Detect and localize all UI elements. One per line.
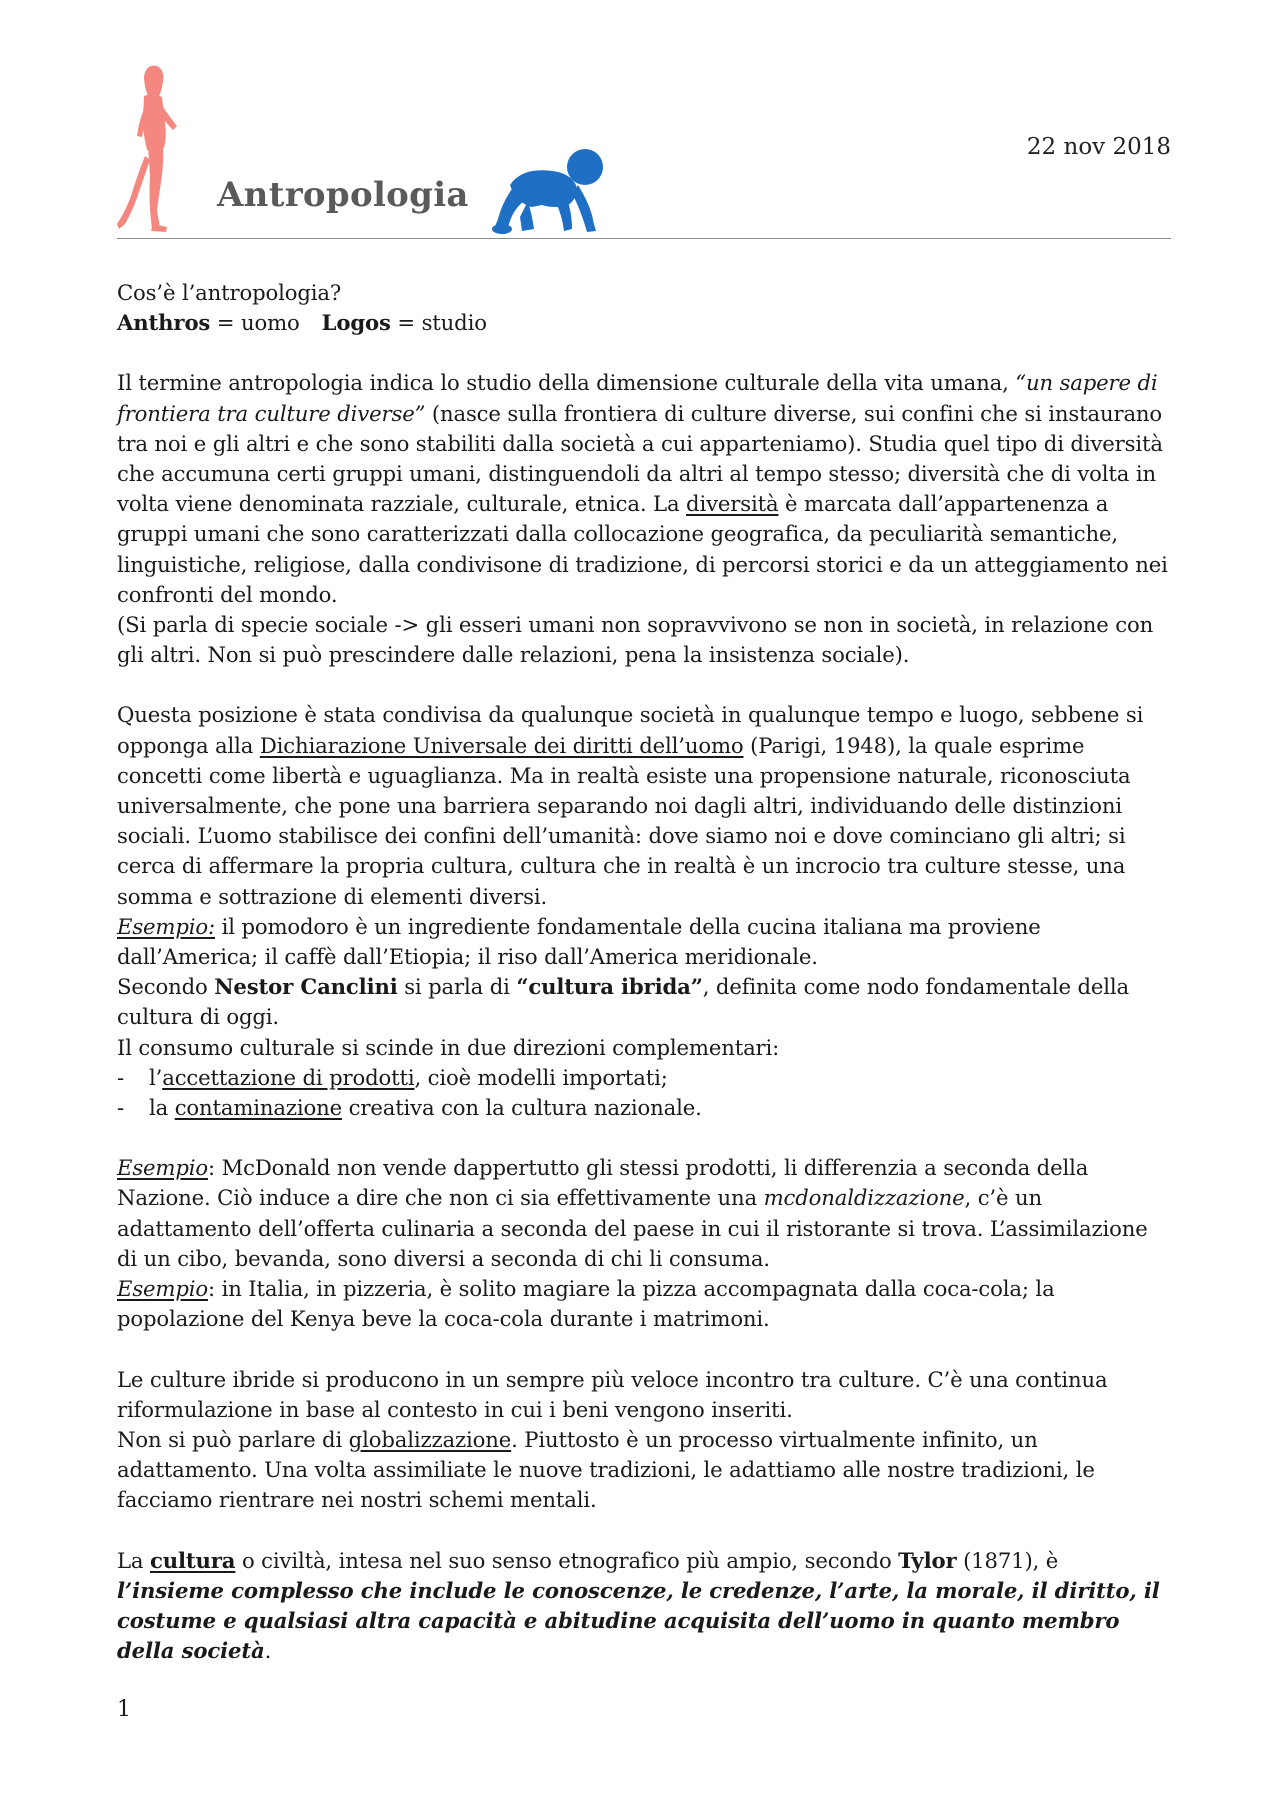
text: (1871), è	[956, 1547, 1059, 1573]
term-cultura: cultura	[150, 1547, 236, 1573]
paragraph-gap	[117, 338, 1171, 368]
text: La	[117, 1547, 150, 1573]
text: Non si può parlare di	[117, 1426, 349, 1452]
text: , c’è un adattamento dell’offerta culinaria a seconda del paese in cui il ristorante si trova. L’assimilazione di un cibo, bevanda, sono diversi a seconda di chi li consuma.	[117, 1185, 1148, 1271]
text: , definita come nodo fondamentale della cultura di oggi.	[117, 974, 1130, 1030]
text: o civiltà, intesa nel suo senso etnografico più ampio, secondo	[235, 1547, 899, 1573]
term-globalizzazione: globalizzazione	[348, 1426, 512, 1452]
example-coca-cola	[117, 1274, 1171, 1334]
paragraph-gap	[117, 1123, 1171, 1153]
text: : in Italia, in pizzeria, è solito magiare la pizza accompagnata dalla coca-cola; la popolazione del Kenya beve la coca-cola durante i matrimoni.	[117, 1276, 1055, 1332]
author-canclini: Nestor Canclini	[214, 974, 398, 1000]
paragraph-gap	[117, 670, 1171, 700]
list-dash: -	[117, 1095, 125, 1121]
walking-woman-icon	[117, 64, 195, 234]
paragraph-position	[117, 700, 1171, 911]
text: . Piuttosto è un processo virtualmente infinito, un adattamento. Una volta assimiliate le nuove tradizioni, le adattiamo alle nostre tradizioni, le facciamo rientrare nei nostri schemi mentali.	[117, 1426, 1095, 1513]
term-diversita: diversità	[686, 491, 779, 517]
example-label: Esempio:	[117, 913, 216, 939]
crawling-baby-icon	[492, 145, 607, 235]
text: la	[149, 1095, 175, 1121]
term-dichiarazione: Dichiarazione Universale dei diritti dell’uomo	[259, 732, 744, 758]
example-mcdonald	[117, 1153, 1171, 1274]
term-mcdonaldizzazione: mcdonaldizzazione	[763, 1185, 965, 1211]
list-dash: -	[117, 1064, 125, 1090]
header-divider	[117, 238, 1171, 239]
text: , cioè modelli importati;	[414, 1064, 668, 1090]
etymology-line	[117, 308, 1171, 338]
text: il pomodoro è un ingrediente fondamentale della cucina italiana ma proviene	[215, 913, 1041, 939]
term-cultura-ibrida: “cultura ibrida”	[516, 974, 703, 1000]
date: 22 nov 2018	[1026, 134, 1171, 160]
paragraph-gap	[117, 1516, 1171, 1546]
example-pomodoro-continued: dall’America; il caffè dall’Etiopia; il riso dall’America meridionale.	[117, 944, 818, 970]
text: (nasce sulla frontiera di culture diverse, sui confini che si instaurano tra noi e gli altri e che sono stabiliti dalla società a cui apparteniamo). Studia quel tipo di diversità che accumuna certi gruppi umani, distinguendoli da altri al tempo stesso; diversità che di volta in volta viene denominata razziale, culturale, etnica. La	[117, 400, 1163, 517]
term-anthros: Anthros	[117, 310, 211, 336]
meaning-uomo: = uomo	[210, 310, 300, 336]
paragraph-social-species: (Si parla di specie sociale -> gli esseri umani non sopravvivono se non in società, in relazione con gli altri. Non si può prescindere dalle relazioni, pena la insistenza sociale).	[117, 612, 1154, 668]
meaning-studio: = studio	[390, 310, 487, 336]
text: Questa posizione è stata condivisa da qualunque società in qualunque tempo e luogo, sebbene si opponga alla	[117, 702, 1144, 758]
term-contaminazione: contaminazione	[174, 1095, 343, 1121]
text: (Parigi, 1948), la quale esprime concetti come libertà e uguaglianza. Ma in realtà esiste una propensione naturale, riconosciuta universalmente, che pone una barriera separando noi dagli altri, individuando delle distinzioni sociali. L’uomo stabilisce dei confini dell’umanità: dove siamo noi e dove cominciano gli altri; si cerca di affermare la propria cultura, cultura che in realtà è un incrocio tra culture stesse, una somma e sottrazione di elementi diversi.	[117, 732, 1131, 909]
text: l’	[149, 1064, 163, 1090]
paragraph-globalizzazione	[117, 1425, 1171, 1516]
text: Secondo	[117, 974, 215, 1000]
paragraph-gap	[117, 1335, 1171, 1365]
intro-question: Cos’è l’antropologia?	[117, 280, 342, 305]
paragraph-consumo: Il consumo culturale si scinde in due direzioni complementari:	[117, 1034, 780, 1060]
text: : McDonald non vende dappertutto gli stessi prodotti, li differenzia a seconda della Nazione. Ciò induce a dire che non ci sia effettivamente una	[117, 1155, 1089, 1211]
example-label: Esempio	[117, 1276, 209, 1302]
list-item	[117, 1093, 1171, 1123]
document-body	[117, 278, 1171, 1666]
example-pomodoro	[117, 912, 1171, 942]
list-item	[117, 1063, 1171, 1093]
paragraph-tylor	[117, 1546, 1171, 1667]
text: si parla di	[397, 974, 517, 1000]
paragraph-definition	[117, 368, 1171, 610]
term-accettazione: accettazione di prodotti	[162, 1064, 415, 1090]
text: creativa con la cultura nazionale.	[342, 1095, 702, 1121]
definition-tylor: l’insieme complesso che include le conoscenze, le credenze, l’arte, la morale, il diritto, il costume e qualsiasi altra capacità e abitudine acquisita dell’uomo in quanto membro della società	[117, 1577, 1160, 1664]
paragraph-culture-ibride: Le culture ibride si producono in un sempre più veloce incontro tra culture. C’è una continua riformulazione in base al contesto in cui i beni vengono inseriti.	[117, 1366, 1108, 1422]
text: Il termine antropologia indica lo studio della dimensione culturale della vita umana,	[117, 370, 1016, 396]
page-number: 1	[117, 1697, 131, 1722]
text: è marcata dall’appartenenza a gruppi umani che sono caratterizzati dalla collocazione geografica, da peculiarità semantiche, linguistiche, religiose, dalla condivisone di tradizione, di percorsi storici e da un atteggiamento nei confronti del mondo.	[117, 491, 1168, 607]
author-tylor: Tylor	[898, 1547, 957, 1573]
quote: “un sapere di frontiera tra culture diverse”	[117, 370, 1158, 426]
paragraph-canclini	[117, 972, 1171, 1032]
header	[117, 60, 1171, 240]
example-label: Esempio	[117, 1155, 209, 1181]
page-title: Antropologia	[217, 175, 469, 215]
term-logos: Logos	[321, 310, 391, 336]
text: .	[264, 1638, 272, 1664]
